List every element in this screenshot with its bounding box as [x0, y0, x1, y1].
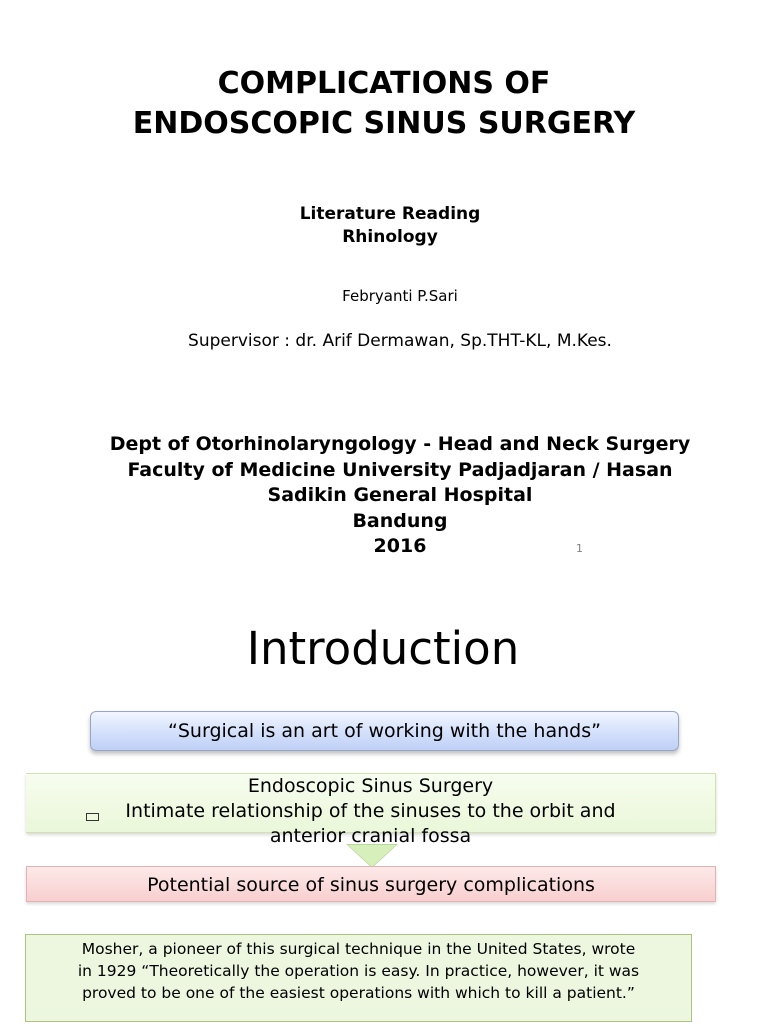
- department-block: [0, 432, 768, 560]
- page-number: 1: [576, 542, 583, 555]
- subtitle-line-1: Literature Reading: [299, 204, 481, 224]
- ess-box: [26, 773, 716, 847]
- author-name: Febryanti P.Sari: [342, 287, 458, 305]
- dept-line-4: Bandung: [352, 509, 448, 532]
- subtitle-line-2: Rhinology: [342, 227, 438, 247]
- slide-subtitle: [0, 203, 768, 249]
- dept-line-2: Faculty of Medicine University Padjadjaran / Hasan: [127, 458, 673, 481]
- quote-box: “Surgical is an art of working with the hands”: [90, 711, 679, 751]
- title-line-1: COMPLICATIONS OF: [217, 66, 551, 101]
- slide-title: [0, 64, 768, 144]
- ess-line-1: Endoscopic Sinus Surgery: [247, 775, 494, 797]
- ess-line-3: anterior cranial fossa: [269, 825, 472, 847]
- bullet-icon: [86, 806, 99, 818]
- mosher-line-3: proved to be one of the easiest operations with which to kill a patient.”: [82, 984, 635, 1002]
- down-arrow-icon: [348, 845, 396, 867]
- dept-line-1: Dept of Otorhinolaryngology - Head and Neck Surgery: [109, 433, 691, 455]
- dept-line-5: 2016: [373, 535, 427, 557]
- title-line-2: ENDOSCOPIC SINUS SURGERY: [132, 106, 636, 141]
- dept-line-3: Sadikin General Hospital: [267, 484, 533, 506]
- ess-line-2: Intimate relationship of the sinuses to the orbit and: [125, 800, 616, 822]
- mosher-line-2: in 1929 “Theoretically the operation is easy. In practice, however, it was: [77, 962, 640, 980]
- potential-box: Potential source of sinus surgery complications: [26, 866, 716, 902]
- supervisor-text: Supervisor : dr. Arif Dermawan, Sp.THT-KL, M.Kes.: [188, 331, 612, 351]
- mosher-line-1: Mosher, a pioneer of this surgical technique in the United States, wrote: [81, 940, 636, 958]
- introduction-heading: Introduction: [246, 622, 520, 675]
- mosher-quote-box: [25, 934, 692, 1022]
